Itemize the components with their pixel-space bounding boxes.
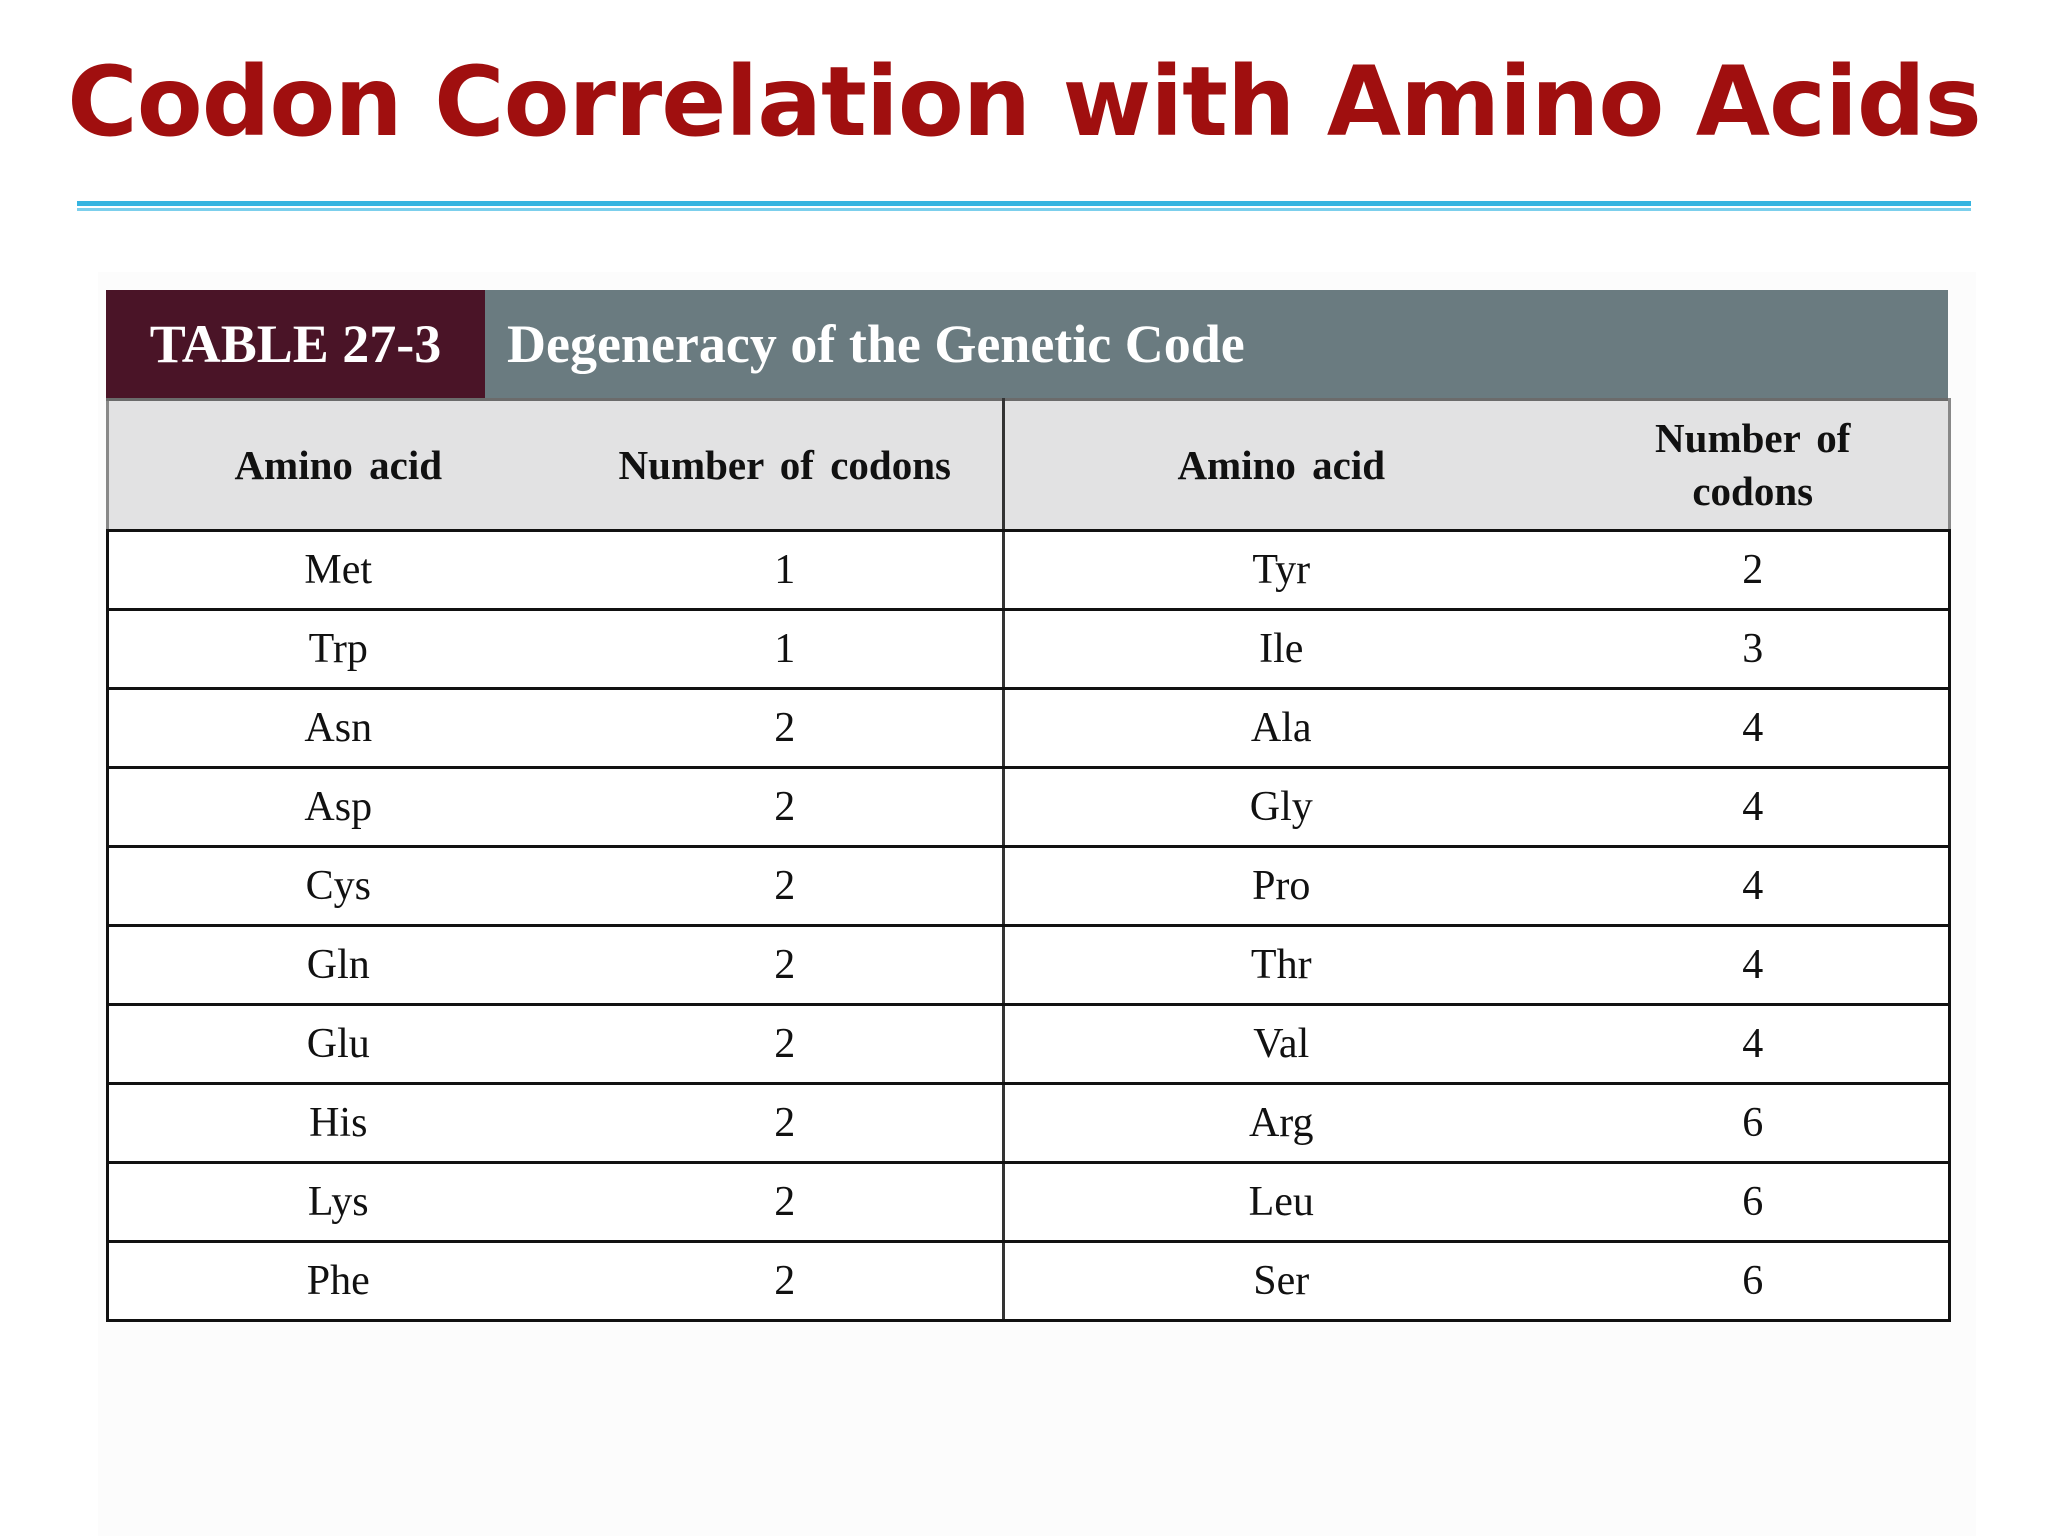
header-codons-left: Number of codons <box>568 400 1004 531</box>
amino-acid-cell: Pro <box>1004 847 1558 926</box>
codon-count-cell: 4 <box>1558 847 1950 926</box>
amino-acid-cell: Ser <box>1004 1242 1558 1321</box>
codon-count-cell: 2 <box>568 847 1004 926</box>
codon-count-cell: 2 <box>568 768 1004 847</box>
header-amino-acid-right: Amino acid <box>1004 400 1558 531</box>
codon-count-cell: 6 <box>1558 1163 1950 1242</box>
amino-acid-cell: Met <box>108 531 568 610</box>
amino-acid-cell: Ala <box>1004 689 1558 768</box>
amino-acid-cell: Glu <box>108 1005 568 1084</box>
table-row <box>108 689 1950 768</box>
table-label: TABLE 27-3 <box>106 290 485 398</box>
codon-count-cell: 2 <box>568 1163 1004 1242</box>
table-caption: Degeneracy of the Genetic Code <box>485 290 1948 398</box>
amino-acid-cell: Gly <box>1004 768 1558 847</box>
table-row <box>108 926 1950 1005</box>
codon-count-cell: 2 <box>568 689 1004 768</box>
codon-count-cell: 4 <box>1558 768 1950 847</box>
codon-count-cell: 2 <box>568 1005 1004 1084</box>
amino-acid-cell: Val <box>1004 1005 1558 1084</box>
codon-count-cell: 2 <box>568 926 1004 1005</box>
amino-acid-cell: Cys <box>108 847 568 926</box>
amino-acid-cell: Leu <box>1004 1163 1558 1242</box>
table-row <box>108 1242 1950 1321</box>
amino-acid-cell: Phe <box>108 1242 568 1321</box>
codon-count-cell: 1 <box>568 531 1004 610</box>
slide-title: Codon Correlation with Amino Acids <box>67 46 1981 158</box>
codon-count-cell: 2 <box>1558 531 1950 610</box>
codon-count-cell: 6 <box>1558 1242 1950 1321</box>
table-row <box>108 1163 1950 1242</box>
amino-acid-cell: Ile <box>1004 610 1558 689</box>
table-caption-bar <box>106 290 1948 398</box>
table-row <box>108 1005 1950 1084</box>
codon-count-cell: 2 <box>568 1242 1004 1321</box>
degeneracy-table <box>106 398 1951 1322</box>
table-header-row <box>108 400 1950 531</box>
header-amino-acid-left: Amino acid <box>108 400 568 531</box>
amino-acid-cell: His <box>108 1084 568 1163</box>
table-row <box>108 610 1950 689</box>
amino-acid-cell: Gln <box>108 926 568 1005</box>
table-row <box>108 1084 1950 1163</box>
codon-count-cell: 4 <box>1558 926 1950 1005</box>
amino-acid-cell: Tyr <box>1004 531 1558 610</box>
codon-count-cell: 3 <box>1558 610 1950 689</box>
amino-acid-cell: Asn <box>108 689 568 768</box>
amino-acid-cell: Asp <box>108 768 568 847</box>
title-divider-thin <box>77 208 1971 211</box>
amino-acid-cell: Arg <box>1004 1084 1558 1163</box>
genetic-code-table <box>106 290 1948 1322</box>
amino-acid-cell: Trp <box>108 610 568 689</box>
amino-acid-cell: Lys <box>108 1163 568 1242</box>
table-row <box>108 531 1950 610</box>
codon-count-cell: 6 <box>1558 1084 1950 1163</box>
codon-count-cell: 2 <box>568 1084 1004 1163</box>
codon-count-cell: 4 <box>1558 1005 1950 1084</box>
codon-count-cell: 4 <box>1558 689 1950 768</box>
table-row <box>108 768 1950 847</box>
amino-acid-cell: Thr <box>1004 926 1558 1005</box>
codon-count-cell: 1 <box>568 610 1004 689</box>
header-codons-right: Number of codons <box>1558 400 1950 531</box>
table-row <box>108 847 1950 926</box>
title-divider <box>77 201 1971 206</box>
